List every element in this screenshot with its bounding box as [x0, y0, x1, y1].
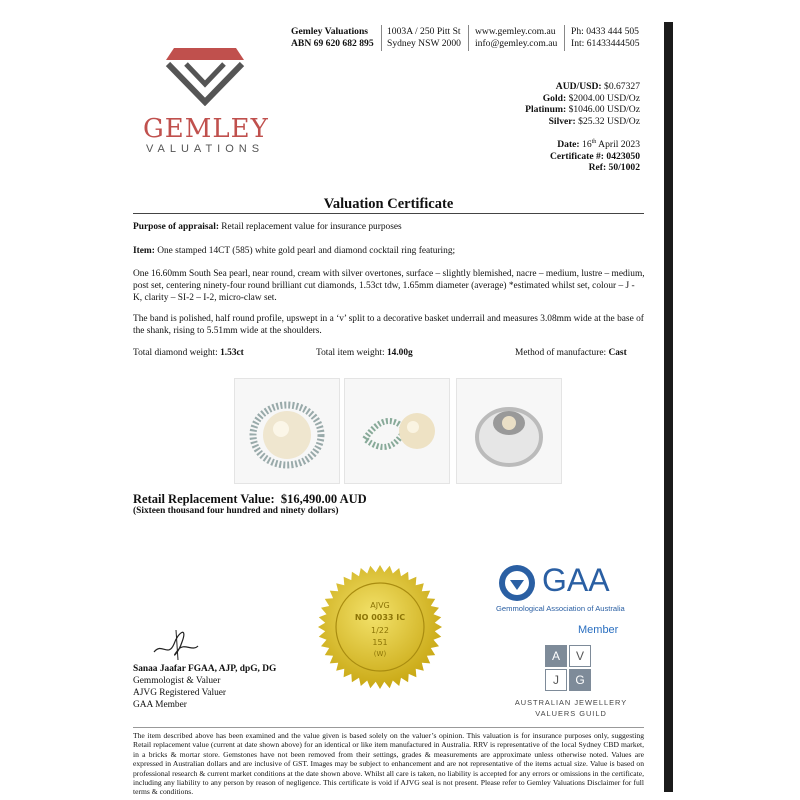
signatory-role2: AJVG Registered Valuer — [133, 688, 227, 698]
address-line2: Sydney NSW 2000 — [387, 38, 461, 49]
signature-icon — [148, 622, 208, 664]
disclaimer-text: The item described above has been examined and the value given is based solely on the valuer’s opinion. This valuation is for insurance purposes only, suggesting Retail replacement value (current at date shown above) for an identical or like item manufactured in Australia. RRV is representative of the local Sydney CBD market, in a bricks & mortar store. Gemstones have not been removed from their settings, grades & measurements are approximate unless otherwise noted. Values are expressed in Australian dollars and are inclusive of GST. Images may be subject to enhancement and are not representative of the items actual size. Value is based on professional research & current market conditions at the date shown above. Whilst all care is taken, no liability is accepted for any errors or omissions in the certificate, including any liability to any person by reason of negligence. This certificate is void if AJVG seal is not present. Please refer to Gemley Valuations Disclaimer for full terms & conditions. — [133, 731, 644, 797]
intl-number: Int: 61433444505 — [571, 38, 640, 49]
description-paragraph: One 16.60mm South Sea pearl, near round, cream with silver overtones, surface – slightly blemished, nacre – medium, lustre – medium, post set, centering ninety-four round brilliant cut diamonds, 1.53ct tdw, 1.65mm diameter (average) *estimated whilst set, colour – J - K, clarity – SI-2 – I-2, micro-claw set. — [133, 269, 645, 303]
seal-line5: (W) — [373, 650, 387, 658]
address-line1: 1003A / 250 Pitt St — [387, 26, 461, 37]
gaa-acronym: GAA — [542, 562, 610, 598]
item-weight: Total item weight: 14.00g — [316, 348, 413, 358]
purpose-line: Purpose of appraisal: Retail replacement value for insurance purposes — [133, 222, 402, 232]
ajvg-line2: VALUERS GUILD — [535, 709, 607, 718]
page-title: Valuation Certificate — [323, 196, 454, 212]
seal-line3: 1/22 — [371, 626, 389, 635]
value-in-words: (Sixteen thousand four hundred and ninety dollars) — [133, 506, 339, 516]
item-line: Item: One stamped 14CT (585) white gold pearl and diamond cocktail ring featuring; — [133, 246, 456, 256]
gaa-fullname: Gemmological Association of Australia — [496, 604, 625, 613]
ring-photo-back — [456, 378, 562, 484]
signatory-role1: Gemmologist & Valuer — [133, 676, 221, 686]
email-link[interactable]: info@gemley.com.au — [475, 38, 558, 49]
company-name: Gemley Valuations — [291, 26, 369, 37]
diamond-icon — [164, 46, 246, 106]
logo-wordmark: GEMLEY — [143, 114, 269, 144]
ring-photo-front — [234, 378, 340, 484]
ajvg-line1: AUSTRALIAN JEWELLERY — [514, 698, 628, 707]
page-edge-bar — [664, 22, 673, 792]
logo-subtitle: VALUATIONS — [146, 143, 265, 155]
band-paragraph: The band is polished, half round profile, upswept in a ‘v’ split to a decorative basket underrail and measures 3.08mm wide at the base of the shank, rising to 5.51mm wide at the shoulders. — [133, 314, 644, 336]
metal-rates: AUD/USD: $0.67327 Gold: $2004.00 USD/Oz Platinum: $1046.00 USD/Oz Silver: $25.32 USD/Oz — [525, 81, 640, 127]
company-abn: ABN 69 620 682 895 — [291, 38, 374, 49]
retail-value: Retail Replacement Value: $16,490.00 AUD — [133, 492, 367, 506]
ajvg-logo: A V J G — [545, 645, 593, 693]
gaa-member-label: Member — [578, 624, 619, 636]
gaa-emblem-icon — [497, 563, 537, 603]
ring-photo-side — [344, 378, 450, 484]
seal-line1: AJVG — [370, 601, 390, 610]
phone-number: Ph: 0433 444 505 — [571, 26, 639, 37]
seal-line4: 151 — [372, 638, 388, 647]
certificate-meta: Date: 16th April 2023 Certificate #: 0423050 Ref: 50/1002 — [549, 139, 640, 174]
signatory-name: Sanaa Jaafar FGAA, AJP, dpG, DG — [133, 664, 277, 674]
website-link[interactable]: www.gemley.com.au — [475, 26, 556, 37]
signatory-role3: GAA Member — [133, 700, 187, 710]
diamond-weight: Total diamond weight: 1.53ct — [133, 348, 244, 358]
ajvg-seal-icon — [317, 564, 443, 690]
seal-line2: NO 0033 IC — [354, 613, 406, 622]
manufacture-method: Method of manufacture: Cast — [515, 348, 627, 358]
